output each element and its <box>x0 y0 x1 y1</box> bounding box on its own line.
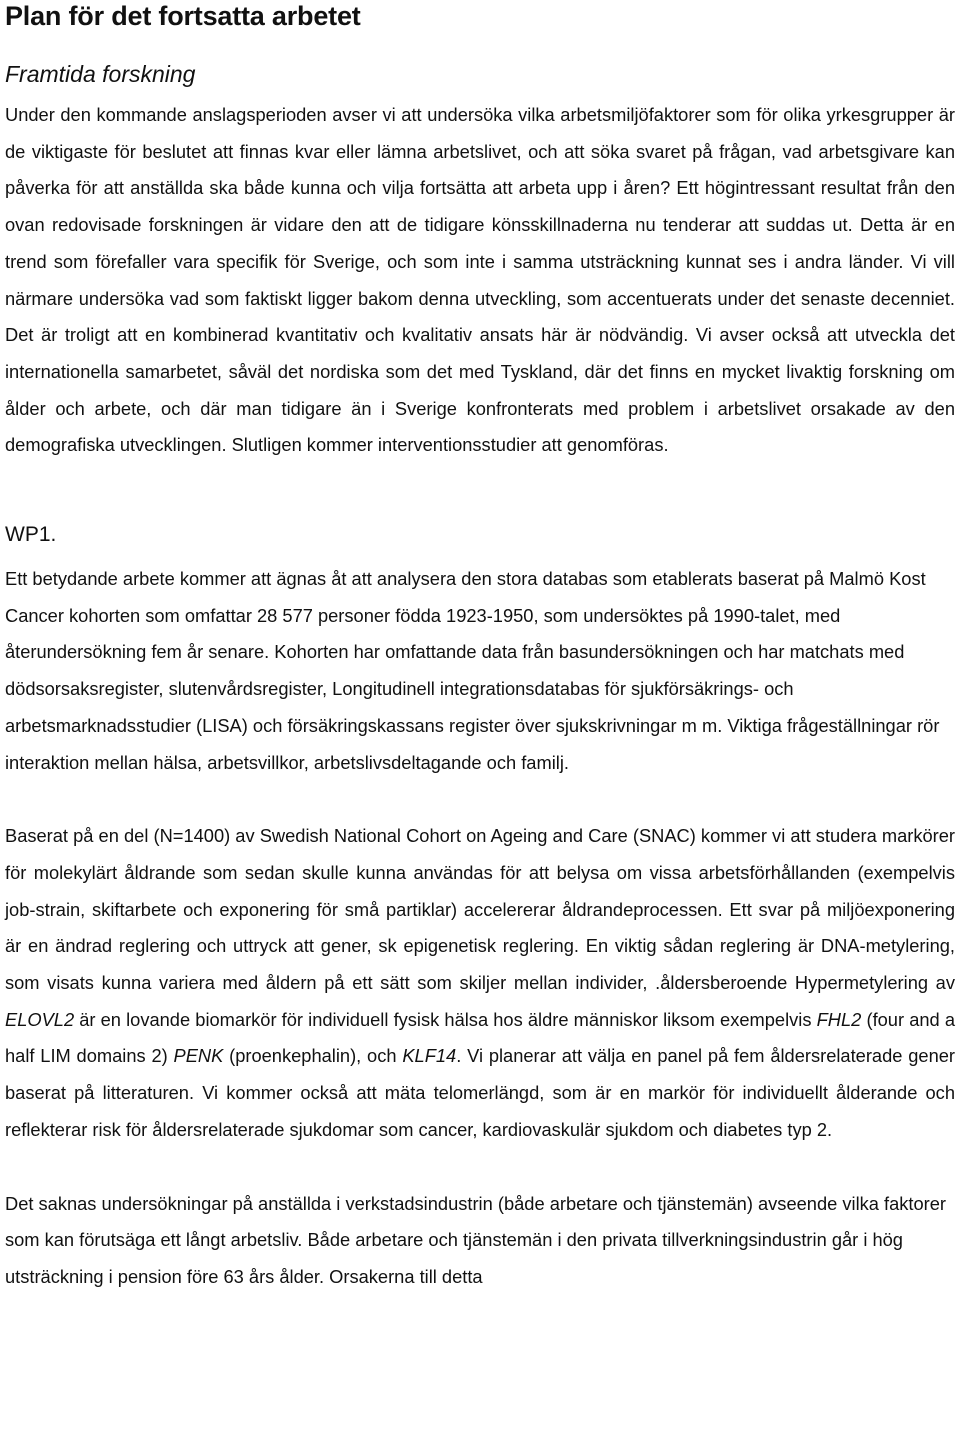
paragraph-wp1-malmo: Ett betydande arbete kommer att ägnas åt att analysera den stora databas som etablerats baserat på Malmö Kost Cancer kohorten som omfattar 28 577 personer födda 1923-1950, som undersöktes på 1990-talet, med återundersökning fem år senare. Kohorten har omfattande data från basundersökningen och har matchats med dödsorsaksregister, slutenvårdsregister, Longitudinell integrationsdatabas för sjukförsäkrings- och arbetsmarknadsstudier (LISA) och försäkringskassans register över sjukskrivningar m m. Viktiga frågeställningar rör interaktion mellan hälsa, arbetsvillkor, arbetslivsdeltagande och familj. <box>5 568 940 773</box>
gene-name: ELOVL2 <box>5 1008 75 1030</box>
text-run: Baserat på en del (N=1400) av Swedish National Cohort on Ageing and Care (SNAC) kommer vi att studera markörer för molekylärt åldrande som sedan skulle kunna användas för att belysa om vissa arbetsförhållanden (exempelvis job-strain, skiftarbete och exponering för små partiklar) accelererar åldrandeprocessen. Ett svar på miljöexponering är en ändrad reglering och uttryck att gener, sk epigenetisk reglering. En viktig sådan reglering är DNA-metylering, som visats kunna variera med åldern på ett sätt som skiljer mellan individer, .åldersberoende Hypermetylering av <box>5 825 955 994</box>
document-page <box>5 0 955 1296</box>
text-run: . Vi planerar att välja en panel på fem åldersrelaterade gener baserat på litteraturen. Vi kommer också att mäta telomerlängd, som är en markör för individuellt ålderande och reflekterar risk för åldersrelaterade sjukdomar som cancer, kardiovaskulär sjukdom och diabetes typ 2. <box>5 1045 955 1140</box>
gene-name: FHL2 <box>816 1008 862 1030</box>
page-title: Plan för det fortsatta arbetet <box>5 1 361 31</box>
text-run: är en lovande biomarkör för individuell fysisk hälsa hos äldre människor liksom exempelvis <box>74 1008 817 1030</box>
text-run: (proenkephalin), och <box>223 1045 403 1067</box>
gene-name: KLF14 <box>402 1045 457 1067</box>
paragraph-framtida-forskning: Under den kommande anslagsperioden avser vi att undersöka vilka arbetsmiljöfaktorer som för olika yrkesgrupper är de viktigaste för beslutet att finnas kvar eller lämna arbetslivet, och att söka svaret på frågan, vad arbetsgivare kan påverka för att anställda ska både kunna och vilja fortsätta att arbeta upp i åren? Ett högintressant resultat från den ovan redovisade forskningen är vidare den att de tidigare könsskillnaderna nu tenderar att suddas ut. Detta är en trend som förefaller vara specifik för Sverige, och som inte i samma utsträckning kunnat ses i andra länder. Vi vill närmare undersöka vad som faktiskt ligger bakom denna utveckling, som accentuerats under det senaste decenniet. Det är troligt att en kombinerad kvantitativ och kvalitativ ansats här är nödvändig. Vi avser också att utveckla det internationella samarbetet, såväl det nordiska som det med Tyskland, där det finns en mycket livaktig forskning om ålder och arbete, och där man tidigare än i Sverige konfronterats med problem i arbetslivet orsakade av den demografiska utvecklingen. Slutligen kommer interventionsstudier att genomföras. <box>5 104 955 456</box>
section-subtitle: Framtida forskning <box>5 61 196 87</box>
text-run: (four and a half LIM domains 2) <box>5 1008 956 1067</box>
paragraph-snac <box>5 818 955 1148</box>
wp1-heading: WP1. <box>5 523 57 547</box>
gene-name: PENK <box>173 1045 224 1067</box>
paragraph-verkstadsindustrin: Det saknas undersökningar på anställda i verkstadsindustrin (både arbetare och tjänstemän) avseende vilka faktorer som kan förutsäga ett långt arbetsliv. Både arbetare och tjänstemän i den privata tillverkningsindustrin går i hög utsträckning i pension före 63 års ålder. Orsakerna till detta <box>5 1192 946 1287</box>
